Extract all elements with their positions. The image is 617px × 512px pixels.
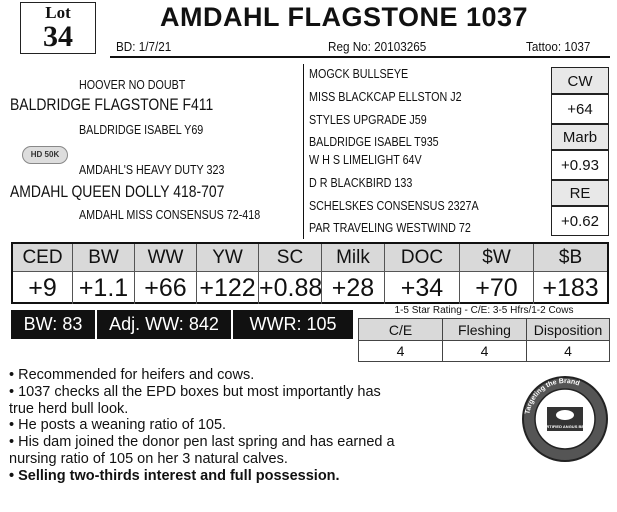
- epd-value-sc: +0.88: [259, 274, 323, 302]
- marb-label: Marb: [551, 124, 609, 150]
- weaning-weight-ratio: WWR: 105: [249, 314, 337, 334]
- rating-value-fleshing: 4: [443, 341, 527, 361]
- birth-date: BD: 1/7/21: [116, 39, 172, 54]
- rating-header-disposition: Disposition: [527, 319, 609, 341]
- rating-table: [358, 318, 610, 362]
- epd-header-sw: $W: [460, 244, 534, 271]
- rating-header-ce: C/E: [359, 319, 443, 341]
- epd-header-ced: CED: [13, 244, 73, 271]
- epd-header-sb: $B: [534, 244, 607, 271]
- seal-inner-text: CERTIFIED ANGUS BEEF: [540, 424, 590, 429]
- birth-weight: BW: 83: [11, 310, 97, 339]
- ped-right-3: STYLES UPGRADE J59: [309, 113, 427, 127]
- ped-right-8: PAR TRAVELING WESTWIND 72: [309, 221, 471, 235]
- lot-box: [20, 2, 96, 54]
- cattle-silhouette-icon: [556, 410, 574, 420]
- epd-value-ww: +66: [135, 272, 197, 304]
- adjusted-weaning-weight: Adj. WW: 842: [97, 310, 233, 339]
- marb-value: +0.93: [551, 150, 609, 180]
- rating-header-fleshing: Fleshing: [443, 319, 527, 341]
- rating-note: 1-5 Star Rating - C/E: 3-5 Hfrs/1-2 Cows: [394, 305, 574, 316]
- cw-value: +64: [551, 94, 609, 124]
- epd-table: [11, 242, 609, 304]
- ped-right-5: W H S LIMELIGHT 64V: [309, 153, 422, 167]
- note-2: • 1037 checks all the EPD boxes but most importantly has: [9, 383, 381, 400]
- note-3: true herd bull look.: [9, 400, 129, 417]
- lot-label: Lot: [45, 3, 71, 22]
- epd-header-doc: DOC: [385, 244, 460, 271]
- ped-right-2: MISS BLACKCAP ELLSTON J2: [309, 90, 462, 104]
- pedigree-divider: [303, 64, 304, 239]
- note-4: • He posts a weaning ratio of 105.: [9, 417, 227, 434]
- epd-header-ww: WW: [135, 244, 197, 271]
- re-value: +0.62: [551, 206, 609, 236]
- epd-value-sw: +70: [460, 272, 534, 304]
- rating-value-disposition: 4: [564, 343, 572, 359]
- sire-sire: HOOVER NO DOUBT: [79, 78, 186, 92]
- sire-dam: BALDRIDGE ISABEL Y69: [79, 123, 204, 137]
- weights-bar: [11, 310, 353, 339]
- ped-right-1: MOGCK BULLSEYE: [309, 67, 409, 81]
- epd-header-bw: BW: [73, 244, 135, 271]
- animal-title: AMDAHL FLAGSTONE 1037: [160, 2, 529, 32]
- registration-number: Reg No: 20103265: [328, 39, 427, 54]
- note-5: • His dam joined the donor pen last spring and has earned a: [9, 434, 395, 451]
- epd-value-bw: +1.1: [73, 272, 135, 304]
- epd-header-milk: Milk: [322, 244, 385, 271]
- epd-header-sc: SC: [259, 244, 322, 271]
- dam-dam: AMDAHL MISS CONSENSUS 72-418: [79, 208, 261, 222]
- ped-right-4: BALDRIDGE ISABEL T935: [309, 135, 439, 149]
- epd-value-ced: +9: [13, 272, 73, 304]
- sire: BALDRIDGE FLAGSTONE F411: [10, 95, 214, 114]
- cw-label: CW: [551, 67, 609, 94]
- epd-value-milk: +28: [322, 272, 385, 304]
- epd-value-doc: +34: [385, 272, 460, 304]
- info-line: [110, 38, 610, 58]
- dam-sire: AMDAHL'S HEAVY DUTY 323: [79, 163, 225, 177]
- dam: AMDAHL QUEEN DOLLY 418-707: [10, 182, 225, 201]
- ped-right-7: SCHELSKES CONSENSUS 2327A: [309, 199, 479, 213]
- note-7: • Selling two-thirds interest and full possession.: [9, 467, 340, 484]
- ped-right-6: D R BLACKBIRD 133: [309, 176, 413, 190]
- note-6: nursing ratio of 105 on her 3 natural calves.: [9, 450, 288, 467]
- certified-angus-seal: [521, 375, 609, 463]
- notes-list: [9, 367, 524, 485]
- seal-outer-text: Targeting the Brand: [524, 377, 581, 415]
- epd-value-sb: +183: [542, 274, 599, 302]
- epd-value-yw: +122: [197, 272, 259, 304]
- hd50k-badge: HD 50K: [22, 146, 68, 164]
- epd-header-yw: YW: [197, 244, 259, 271]
- lot-number: 34: [43, 20, 73, 53]
- note-1: • Recommended for heifers and cows.: [9, 367, 255, 383]
- re-label: RE: [551, 180, 609, 206]
- tattoo: Tattoo: 1037: [526, 39, 591, 54]
- rating-value-ce: 4: [359, 341, 443, 361]
